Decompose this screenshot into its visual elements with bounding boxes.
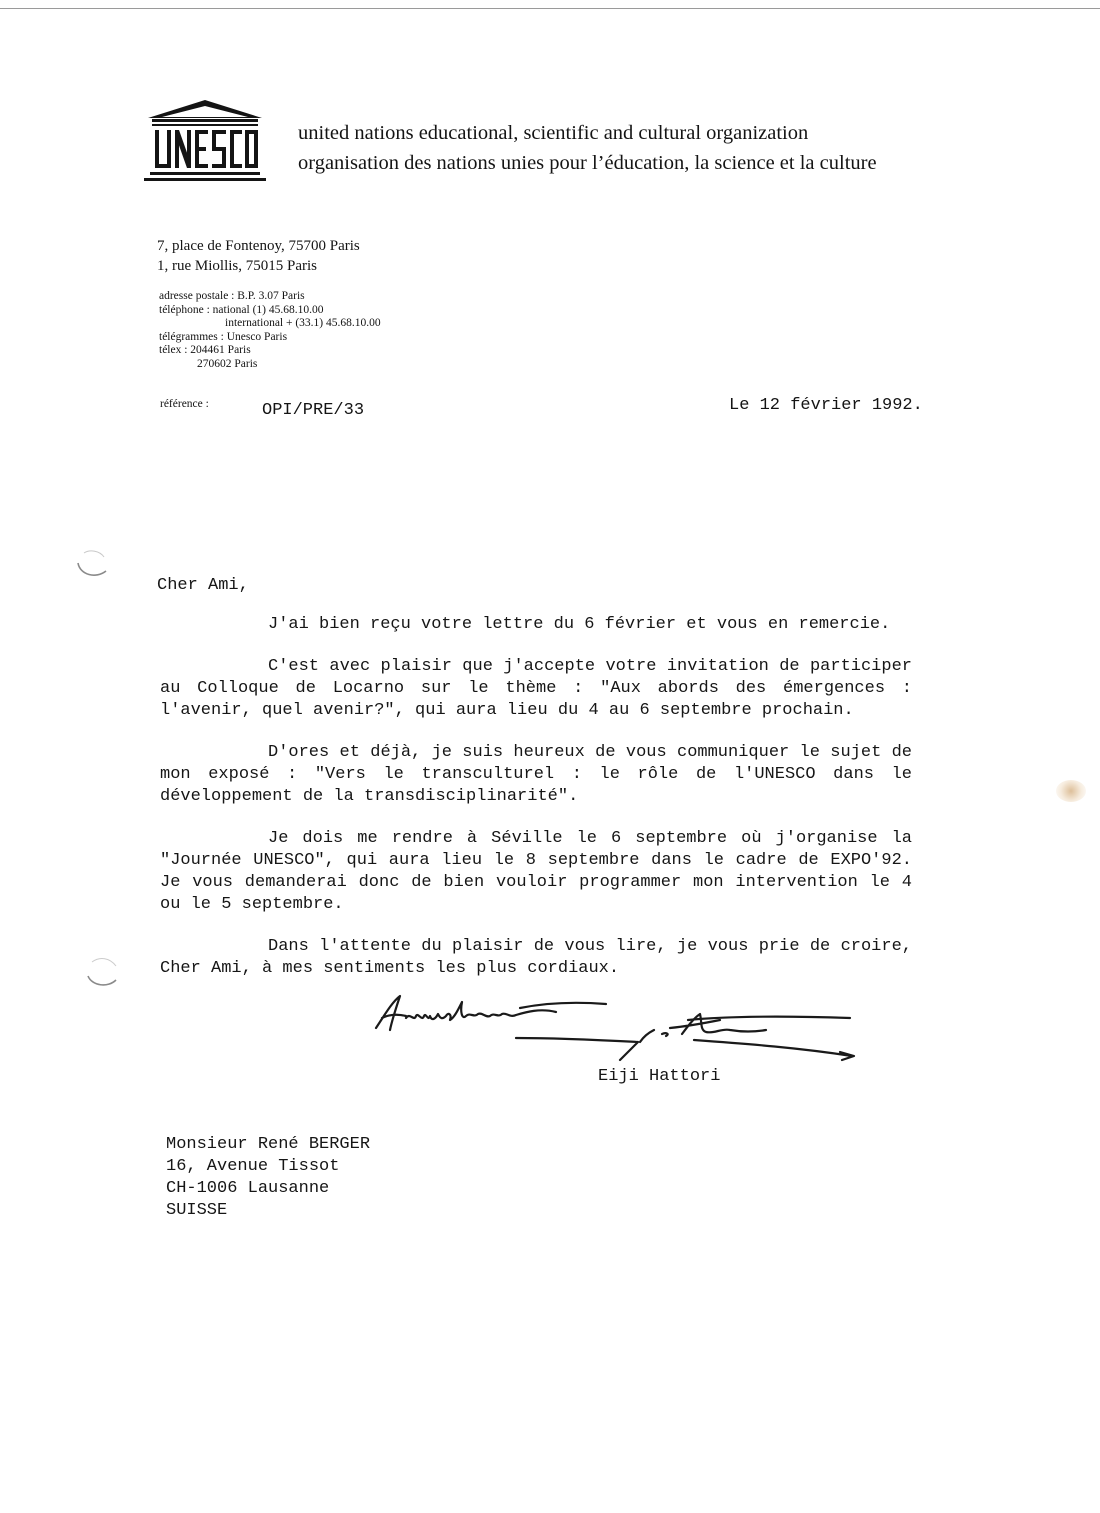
body-paragraph xyxy=(160,936,912,980)
phone-national: téléphone : national (1) 45.68.10.00 xyxy=(159,303,324,316)
paragraph-text: Je dois me rendre à Séville le 6 septembre où j'organise la "Journée UNESCO", qui aura lieu le 8 septembre dans le cadre de EXPO'92. Je vous demanderai donc de bien vouloir programmer mon intervention le 4 ou le 5 septembre. xyxy=(160,829,912,914)
org-name-english: united nations educational, scientific and cultural organization xyxy=(298,122,809,144)
address-line: 7, place de Fontenoy, 75700 Paris xyxy=(157,238,360,254)
organization-name xyxy=(298,118,877,178)
reference-value: OPI/PRE/33 xyxy=(262,401,365,420)
telex-secondary: 270602 Paris xyxy=(197,357,258,370)
handwritten-signature xyxy=(370,988,870,1068)
paper-stain xyxy=(1056,780,1086,802)
punch-hole-mark xyxy=(72,545,112,585)
recipient-street: 16, Avenue Tissot xyxy=(166,1157,340,1176)
contact-block xyxy=(159,290,381,371)
telex: télex : 204461 Paris xyxy=(159,344,251,356)
recipient-name: Monsieur René BERGER xyxy=(166,1135,371,1154)
org-name-french: organisation des nations unies pour l’éducation, la science et la culture xyxy=(298,152,877,174)
recipient-country: SUISSE xyxy=(166,1201,228,1220)
salutation: Cher Ami, xyxy=(157,576,249,595)
letter-date: Le 12 février 1992. xyxy=(729,396,923,415)
unesco-logo xyxy=(140,100,270,200)
paragraph-text: Dans l'attente du plaisir de vous lire, je vous prie de croire, Cher Ami, à mes sentiments les plus cordiaux. xyxy=(160,937,912,978)
body-paragraph xyxy=(160,656,912,722)
page-edge-line xyxy=(0,8,1100,9)
logo-letter-columns xyxy=(155,130,258,168)
recipient-address xyxy=(166,1134,370,1222)
address-line: 1, rue Miollis, 75015 Paris xyxy=(157,258,317,274)
reference-label: référence : xyxy=(160,398,209,410)
sender-address xyxy=(157,236,360,276)
paragraph-text: C'est avec plaisir que j'accepte votre invitation de participer au Colloque de Locarno sur le thème : "Aux abords des émergences : l'avenir, quel avenir?", qui aura lieu du 4 au 6 septembre prochain. xyxy=(160,657,912,720)
recipient-city: CH-1006 Lausanne xyxy=(166,1179,330,1198)
body-paragraph xyxy=(160,742,912,808)
paragraph-text: J'ai bien reçu votre lettre du 6 février et vous en remercie. xyxy=(268,615,891,634)
paragraph-text: D'ores et déjà, je suis heureux de vous communiquer le sujet de mon exposé : "Vers le transculturel : le rôle de l'UNESCO dans le développement de la transdisciplinarité". xyxy=(160,743,912,806)
postal-address: adresse postale : B.P. 3.07 Paris xyxy=(159,290,305,302)
body-paragraph xyxy=(160,828,912,916)
punch-hole-mark xyxy=(82,952,122,992)
signer-name: Eiji Hattori xyxy=(598,1067,721,1086)
phone-international: international + (33.1) 45.68.10.00 xyxy=(225,317,381,329)
body-paragraph xyxy=(160,614,912,636)
telegrams: télégrammes : Unesco Paris xyxy=(159,330,288,343)
